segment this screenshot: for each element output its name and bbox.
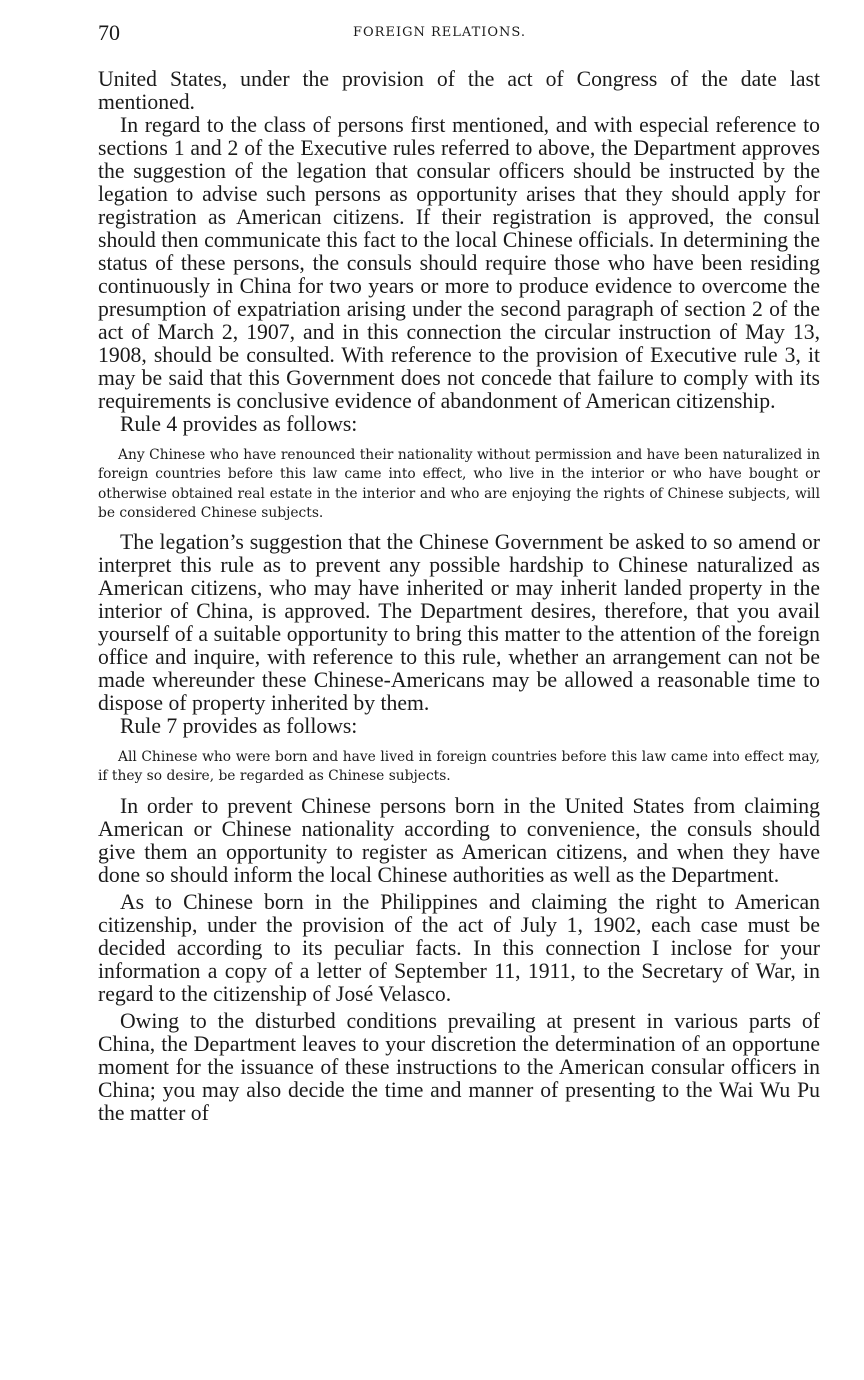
body-text <box>98 68 820 1125</box>
paragraph-class-of-persons: In regard to the class of persons first mentioned, and with especial reference to sections 1 and 2 of the Executive rules referred to above, the Department approves the suggestion of the legation that consular officers should be instructed by the legation to advise such persons as opportunity arises that they should apply for registration as American citizens. If their registration is approved, the consul should then communicate this fact to the local Chinese officials. In determining the status of these persons, the consuls should require those who have been residing continuously in China for two years or more to produce evidence to overcome the presumption of expatriation arising under the second paragraph of section 2 of the act of March 2, 1907, and in this connection the circular instruction of May 13, 1908, should be consulted. With reference to the provision of Executive rule 3, it may be said that this Government does not concede that failure to comply with its requirements is conclusive evidence of abandonment of American citizenship. <box>98 113 820 413</box>
paragraph-philippines: As to Chinese born in the Philippines and claiming the right to American citizenship, under the provision of the act of July 1, 1902, each case must be decided according to its peculiar facts. In this connection I inclose for your information a copy of a letter of September 11, 1911, to the Secretary of War, in regard to the citizenship of José Velasco. <box>98 889 820 1006</box>
paragraph-rule-7-intro: Rule 7 provides as follows: <box>120 714 358 739</box>
running-head: FOREIGN RELATIONS. <box>353 25 526 40</box>
paragraph-disturbed-conditions: Owing to the disturbed conditions prevailing at present in various parts of China, the Department leaves to your discretion the determination of an opportune moment for the issuance of these instructions to the American consular officers in China; you may also decide the time and manner of presenting to the Wai Wu Pu the matter of <box>98 1008 820 1125</box>
paragraph-legation-suggestion: The legation’s suggestion that the Chinese Government be asked to so amend or interpret this rule as to prevent any possible hardship to Chinese naturalized as American citizens, who may have inherited or may inherit landed property in the interior of China, is approved. The Department desires, therefore, that you avail yourself of a suitable opportunity to bring this matter to the attention of the foreign office and inquire, with reference to this rule, whether an arrangement can not be made whereunder these Chinese-Americans may be allowed a reasonable time to dispose of property inherited by them. <box>98 530 820 716</box>
page-header <box>98 20 820 50</box>
paragraph-continuation: United States, under the provision of the act of Congress of the date last mentioned. <box>98 67 820 114</box>
page-number: 70 <box>98 20 120 45</box>
quote-rule-4: Any Chinese who have renounced their nationality without permission and have been naturalized in foreign countries before this law came into effect, who live in the interior or who have bought or otherwise obtained real estate in the interior and who are enjoying the rights of Chinese subjects, will be considered Chinese subjects. <box>98 447 820 521</box>
paragraph-us-born-chinese: In order to prevent Chinese persons born in the United States from claiming American or Chinese nationality according to convenience, the consuls should give them an opportunity to register as American citizens, and when they have done so should inform the local Chinese authorities as well as the Department. <box>98 793 820 887</box>
quote-rule-7: All Chinese who were born and have lived in foreign countries before this law came into effect may, if they so desire, be regarded as Chinese subjects. <box>98 749 820 785</box>
paragraph-rule-4-intro: Rule 4 provides as follows: <box>120 412 358 436</box>
